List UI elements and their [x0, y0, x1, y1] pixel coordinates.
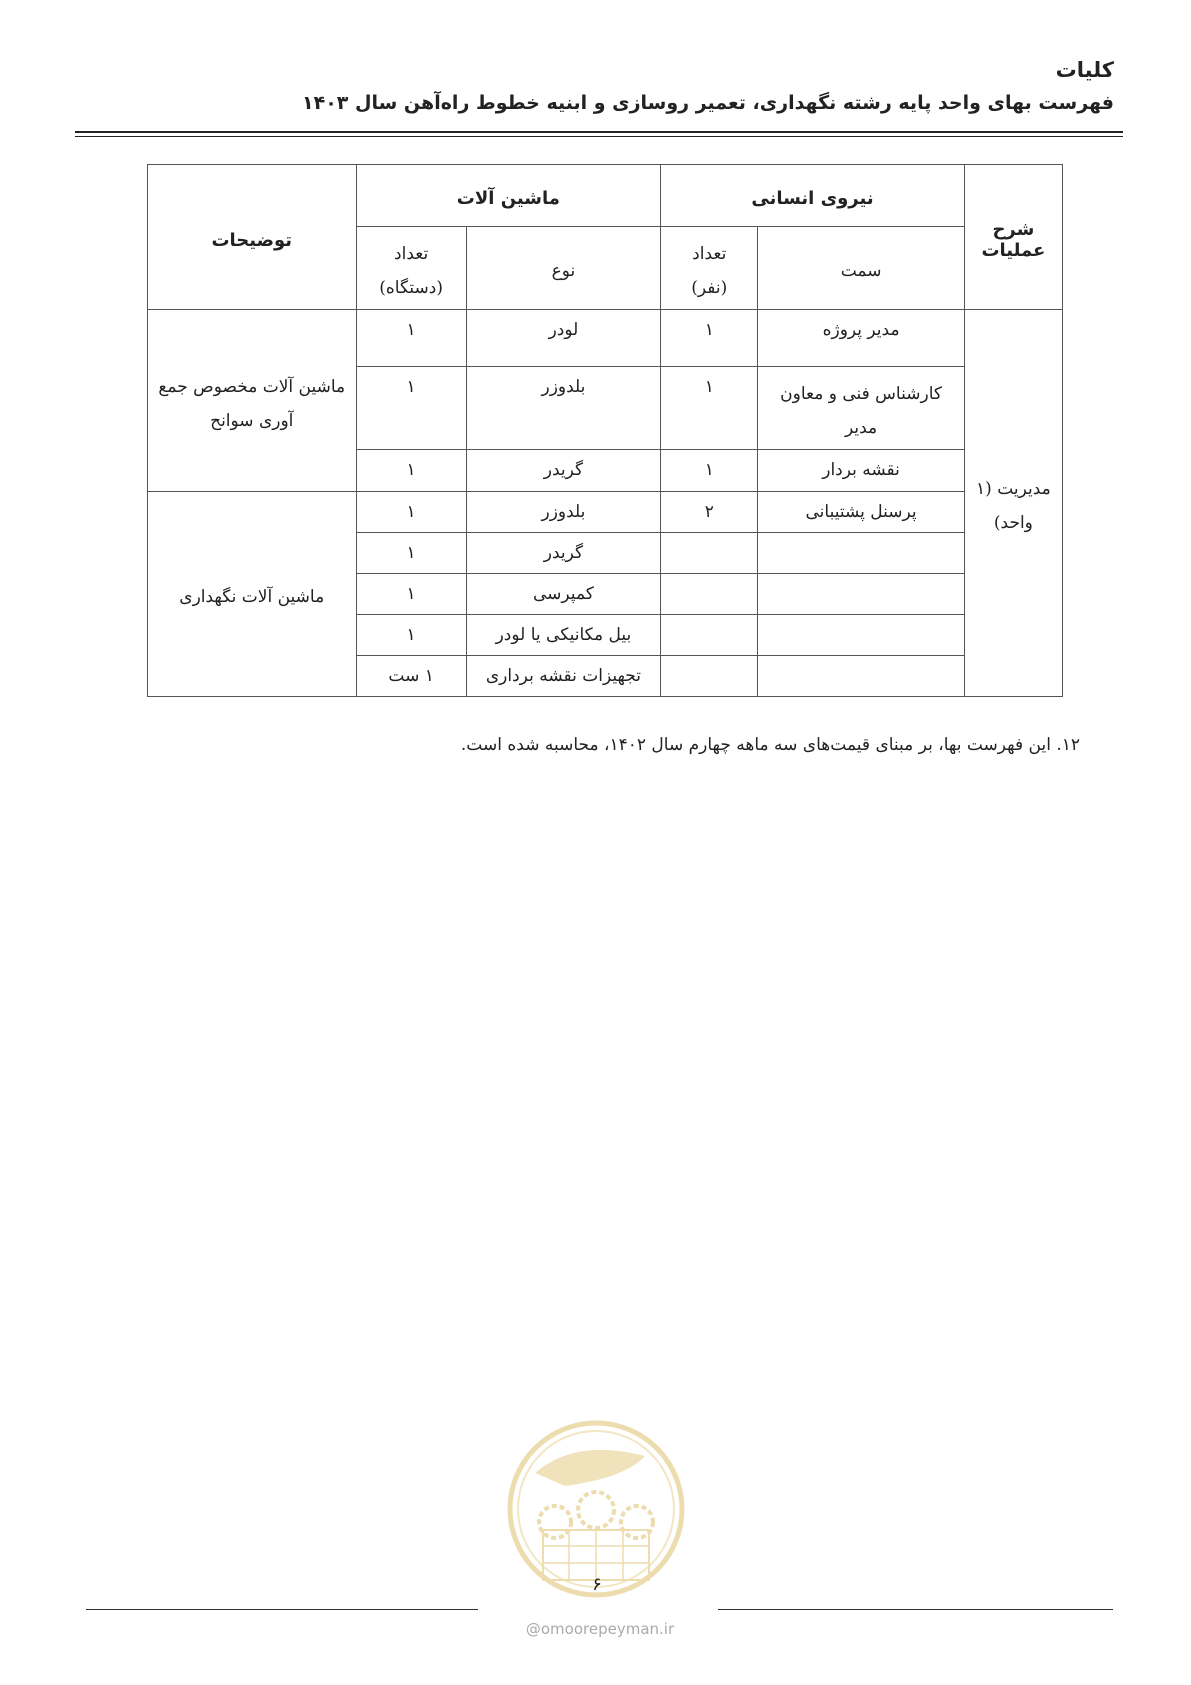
- operations-table: [147, 164, 1063, 697]
- type-cell: بیل مکانیکی یا لودر: [466, 615, 660, 656]
- persons-cell: [661, 656, 758, 697]
- position-cell: نقشه بردار: [758, 450, 964, 492]
- page-header: [74, 58, 1114, 114]
- type-cell: کمپرسی: [466, 574, 660, 615]
- position-cell: [758, 615, 964, 656]
- persons-cell: ۲: [661, 492, 758, 533]
- devices-cell: ۱: [356, 615, 466, 656]
- page-number: ۶: [592, 1574, 602, 1595]
- watermark-url: @omoorepeyman.ir: [525, 1620, 675, 1638]
- devices-cell: ۱: [356, 533, 466, 574]
- header-count-persons: تعداد (نفر): [661, 227, 758, 310]
- type-cell: گریدر: [466, 450, 660, 492]
- header-notes: توضیحات: [148, 165, 357, 310]
- persons-cell: [661, 533, 758, 574]
- header-rule-thick: [75, 131, 1123, 133]
- devices-cell: ۱ ست: [356, 656, 466, 697]
- position-cell: [758, 533, 964, 574]
- header-position: سمت: [758, 227, 964, 310]
- footnote: ۱۲. این فهرست بها، بر مبنای قیمت‌های سه ماهه چهارم سال ۱۴۰۲، محاسبه شده است.: [460, 735, 1080, 755]
- devices-cell: ۱: [356, 450, 466, 492]
- position-cell: کارشناس فنی و معاون مدیر: [758, 367, 964, 450]
- section-title: کلیات: [1055, 58, 1114, 82]
- notes-cell-accident: ماشین آلات مخصوص جمع آوری سوانح: [148, 310, 357, 492]
- footer-rule-right: [718, 1609, 1113, 1610]
- header-operation: شرح عملیات: [964, 165, 1062, 310]
- operation-cell: مدیریت (۱ واحد): [964, 310, 1062, 697]
- persons-cell: [661, 574, 758, 615]
- header-count-devices: تعداد (دستگاه): [356, 227, 466, 310]
- header-rule-thin: [75, 136, 1123, 137]
- persons-cell: ۱: [661, 450, 758, 492]
- position-cell: پرسنل پشتیبانی: [758, 492, 964, 533]
- position-cell: [758, 574, 964, 615]
- devices-cell: ۱: [356, 367, 466, 450]
- devices-cell: ۱: [356, 574, 466, 615]
- type-cell: بلدوزر: [466, 367, 660, 450]
- persons-cell: ۱: [661, 367, 758, 450]
- header-manpower: نیروی انسانی: [661, 165, 965, 227]
- type-cell: بلدوزر: [466, 492, 660, 533]
- type-cell: لودر: [466, 310, 660, 367]
- devices-cell: ۱: [356, 310, 466, 367]
- persons-cell: [661, 615, 758, 656]
- devices-cell: ۱: [356, 492, 466, 533]
- footer-rule-left: [86, 1609, 478, 1610]
- type-cell: تجهیزات نقشه برداری: [466, 656, 660, 697]
- notes-cell-maintenance: ماشین آلات نگهداری: [148, 492, 357, 697]
- header-machinery: ماشین آلات: [356, 165, 661, 227]
- document-title: فهرست بهای واحد پایه رشته نگهداری، تعمیر روسازی و ابنیه خطوط راه‌آهن سال ۱۴۰۳: [302, 92, 1114, 114]
- position-cell: [758, 656, 964, 697]
- watermark-seal-icon: [505, 1418, 687, 1600]
- position-cell: مدیر پروژه: [758, 310, 964, 367]
- type-cell: گریدر: [466, 533, 660, 574]
- header-type: نوع: [466, 227, 660, 310]
- persons-cell: ۱: [661, 310, 758, 367]
